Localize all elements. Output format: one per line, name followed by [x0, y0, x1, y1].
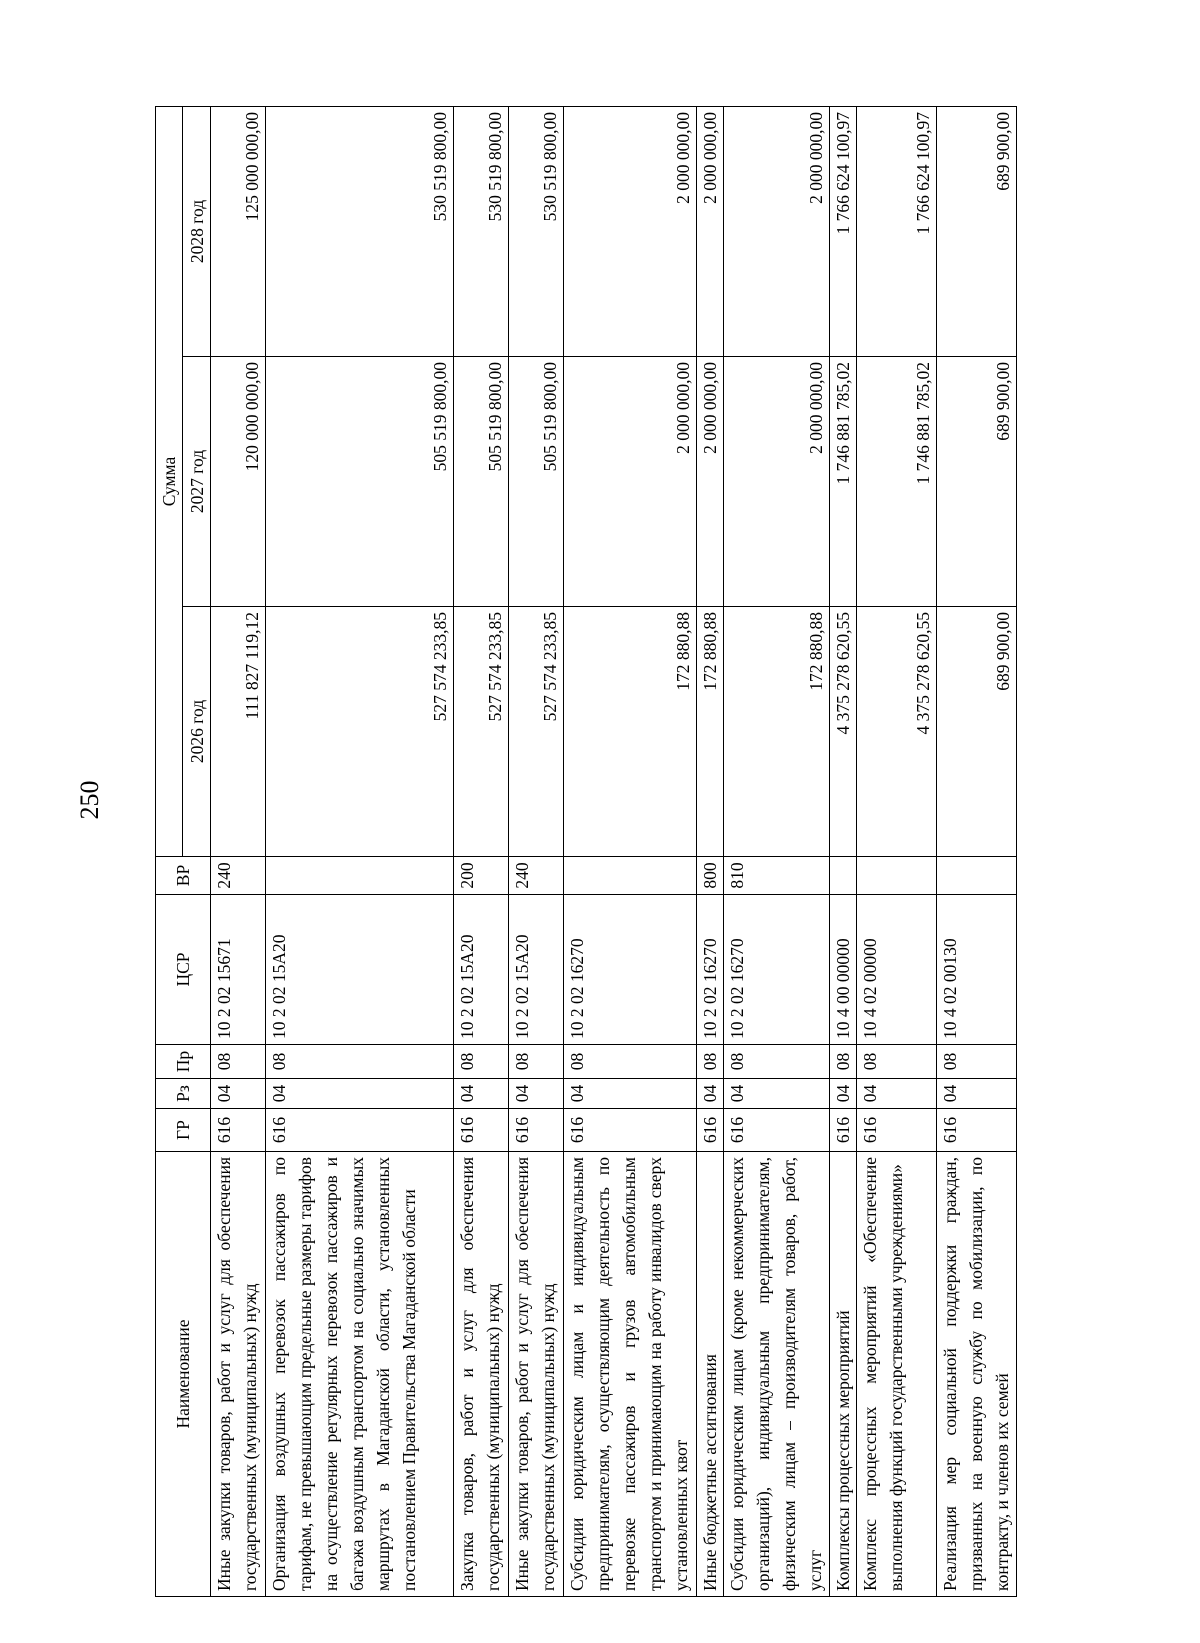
row-sum-2028: 530 519 800,00	[454, 107, 509, 357]
row-rz: 04	[454, 1079, 509, 1109]
row-gr: 616	[509, 1109, 564, 1152]
table-row	[564, 107, 697, 1597]
row-sum-2026: 527 574 233,85	[266, 607, 454, 857]
row-rz: 04	[266, 1079, 454, 1109]
row-sum-2027: 1 746 881 785,02	[830, 357, 857, 607]
row-sum-2028: 2 000 000,00	[564, 107, 697, 357]
table-row	[211, 107, 266, 1597]
row-sum-2026: 172 880,88	[564, 607, 697, 857]
row-gr: 616	[724, 1109, 830, 1152]
row-name: Комплекс процессных мероприятий «Обеспечение выполнения функций государственными учреждениями»	[857, 1152, 937, 1597]
header-year-2026: 2026 год	[183, 607, 211, 857]
table-row	[266, 107, 454, 1597]
row-name: Иные бюджетные ассигнования	[697, 1152, 724, 1597]
table-row	[724, 107, 830, 1597]
row-vr: 240	[509, 857, 564, 895]
row-gr: 616	[266, 1109, 454, 1152]
row-pr: 08	[211, 1045, 266, 1079]
table-row	[697, 107, 724, 1597]
row-gr: 616	[697, 1109, 724, 1152]
table-row	[937, 107, 1017, 1597]
table-row	[857, 107, 937, 1597]
row-pr: 08	[697, 1045, 724, 1079]
row-csr: 10 4 00 00000	[830, 895, 857, 1045]
row-csr: 10 4 02 00000	[857, 895, 937, 1045]
table-row	[830, 107, 857, 1597]
row-sum-2027: 2 000 000,00	[697, 357, 724, 607]
header-name: Наименование	[156, 1152, 211, 1597]
row-gr: 616	[211, 1109, 266, 1152]
row-sum-2028: 2 000 000,00	[724, 107, 830, 357]
header-rz: Рз	[156, 1079, 211, 1109]
rotated-page-content	[155, 107, 1013, 1597]
budget-table	[155, 106, 1017, 1597]
row-sum-2028: 689 900,00	[937, 107, 1017, 357]
row-sum-2028: 1 766 624 100,97	[857, 107, 937, 357]
table-row	[509, 107, 564, 1597]
row-sum-2026: 172 880,88	[724, 607, 830, 857]
row-csr: 10 2 02 16270	[724, 895, 830, 1045]
row-csr: 10 4 02 00130	[937, 895, 1017, 1045]
row-rz: 04	[724, 1079, 830, 1109]
row-sum-2028: 1 766 624 100,97	[830, 107, 857, 357]
row-vr	[564, 857, 697, 895]
row-name: Реализация мер социальной поддержки граждан, призванных на военную службу по мобилизации, по контракту, и членов их семей	[937, 1152, 1017, 1597]
row-name: Иные закупки товаров, работ и услуг для обеспечения государственных (муниципальных) нужд	[509, 1152, 564, 1597]
row-sum-2027: 505 519 800,00	[266, 357, 454, 607]
row-sum-2026: 111 827 119,12	[211, 607, 266, 857]
row-pr: 08	[564, 1045, 697, 1079]
row-sum-2026: 4 375 278 620,55	[830, 607, 857, 857]
row-pr: 08	[266, 1045, 454, 1079]
row-sum-2028: 530 519 800,00	[266, 107, 454, 357]
row-sum-2026: 527 574 233,85	[454, 607, 509, 857]
row-name: Субсидии юридическим лицам (кроме некоммерческих организаций), индивидуальным предпринимателям, физическим лицам – производителям товаров, работ, услуг	[724, 1152, 830, 1597]
row-csr: 10 2 02 16270	[564, 895, 697, 1045]
row-vr: 240	[211, 857, 266, 895]
row-gr: 616	[830, 1109, 857, 1152]
header-csr: ЦСР	[156, 895, 211, 1045]
row-pr: 08	[454, 1045, 509, 1079]
row-sum-2026: 4 375 278 620,55	[857, 607, 937, 857]
row-rz: 04	[564, 1079, 697, 1109]
row-rz: 04	[697, 1079, 724, 1109]
row-gr: 616	[564, 1109, 697, 1152]
row-gr: 616	[857, 1109, 937, 1152]
row-rz: 04	[857, 1079, 937, 1109]
row-sum-2027: 505 519 800,00	[509, 357, 564, 607]
row-name: Организация воздушных перевозок пассажиров по тарифам, не превышающим предельные размеры тарифов на осуществление регулярных перевозок пассажиров и багажа воздушным транспортом на социально значимых маршрутах в Магаданской области, установленных постановлением Правительства Магаданской области	[266, 1152, 454, 1597]
row-vr	[937, 857, 1017, 895]
row-name: Закупка товаров, работ и услуг для обеспечения государственных (муниципальных) нужд	[454, 1152, 509, 1597]
header-vr: ВР	[156, 857, 211, 895]
row-csr: 10 2 02 15671	[211, 895, 266, 1045]
page-number: 250	[75, 780, 104, 820]
header-year-2028: 2028 год	[183, 107, 211, 357]
row-csr: 10 2 02 15А20	[266, 895, 454, 1045]
row-csr: 10 2 02 16270	[697, 895, 724, 1045]
row-sum-2026: 527 574 233,85	[509, 607, 564, 857]
row-sum-2028: 530 519 800,00	[509, 107, 564, 357]
row-sum-2027: 2 000 000,00	[724, 357, 830, 607]
row-vr	[266, 857, 454, 895]
row-sum-2026: 172 880,88	[697, 607, 724, 857]
row-rz: 04	[937, 1079, 1017, 1109]
row-sum-2027: 120 000 000,00	[211, 357, 266, 607]
row-rz: 04	[211, 1079, 266, 1109]
row-sum-2026: 689 900,00	[937, 607, 1017, 857]
row-sum-2027: 505 519 800,00	[454, 357, 509, 607]
row-rz: 04	[830, 1079, 857, 1109]
row-csr: 10 2 02 15А20	[454, 895, 509, 1045]
row-pr: 08	[509, 1045, 564, 1079]
row-name: Субсидии юридическим лицам и индивидуальным предпринимателям, осуществляющим деятельность по перевозке пассажиров и грузов автомобильным транспортом и принимающим на работу инвалидов сверх установленных квот	[564, 1152, 697, 1597]
header-sum: Сумма	[156, 107, 183, 857]
row-pr: 08	[830, 1045, 857, 1079]
header-year-2027: 2027 год	[183, 357, 211, 607]
row-sum-2028: 125 000 000,00	[211, 107, 266, 357]
row-sum-2027: 1 746 881 785,02	[857, 357, 937, 607]
header-pr: Пр	[156, 1045, 211, 1079]
row-vr: 800	[697, 857, 724, 895]
row-gr: 616	[937, 1109, 1017, 1152]
row-sum-2028: 2 000 000,00	[697, 107, 724, 357]
row-vr	[857, 857, 937, 895]
row-name: Иные закупки товаров, работ и услуг для обеспечения государственных (муниципальных) нужд	[211, 1152, 266, 1597]
row-gr: 616	[454, 1109, 509, 1152]
row-pr: 08	[857, 1045, 937, 1079]
row-rz: 04	[509, 1079, 564, 1109]
row-sum-2027: 2 000 000,00	[564, 357, 697, 607]
row-csr: 10 2 02 15А20	[509, 895, 564, 1045]
row-vr	[830, 857, 857, 895]
header-gr: ГР	[156, 1109, 211, 1152]
table-row	[454, 107, 509, 1597]
row-pr: 08	[937, 1045, 1017, 1079]
row-vr: 200	[454, 857, 509, 895]
row-sum-2027: 689 900,00	[937, 357, 1017, 607]
row-vr: 810	[724, 857, 830, 895]
row-pr: 08	[724, 1045, 830, 1079]
row-name: Комплексы процессных мероприятий	[830, 1152, 857, 1597]
